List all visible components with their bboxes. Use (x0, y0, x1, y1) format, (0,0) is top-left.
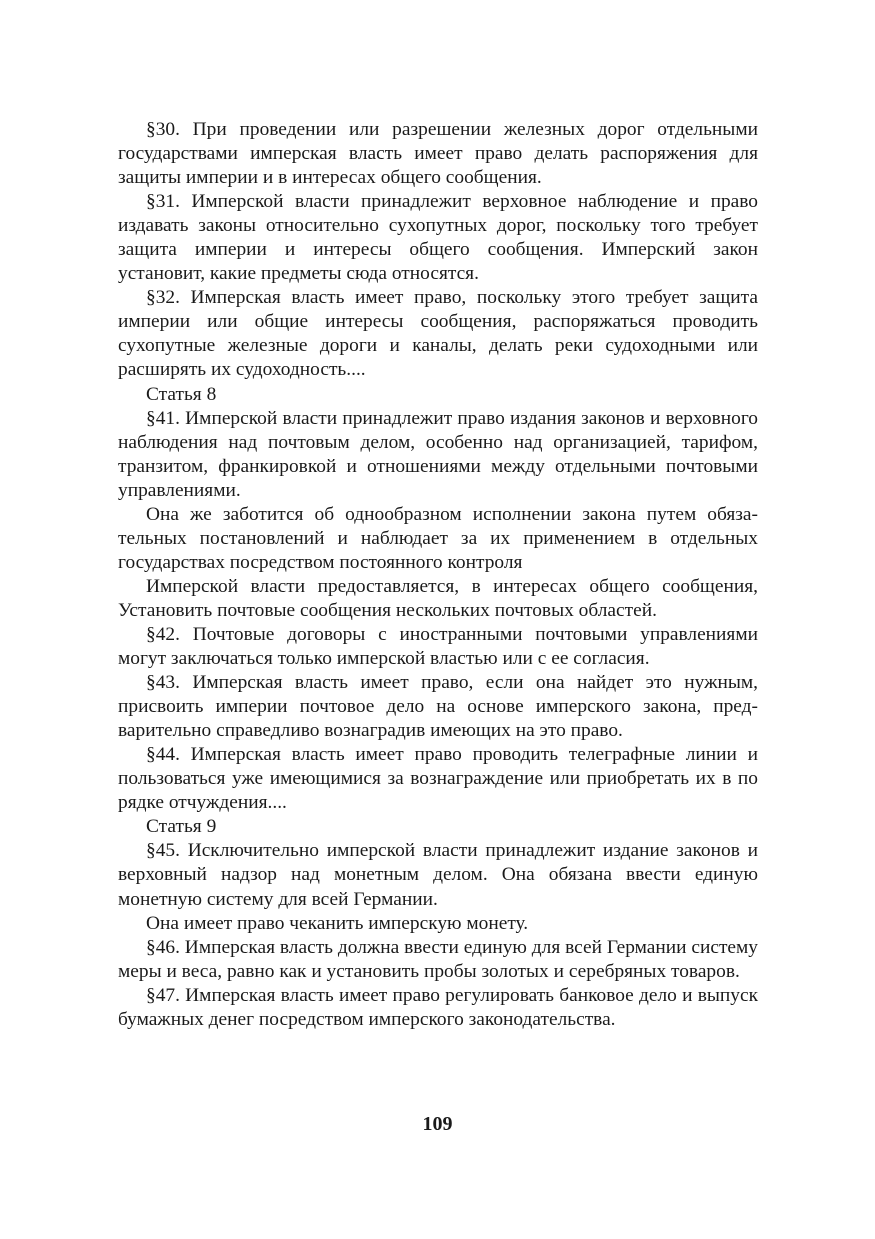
paragraph-41-postal-areas: Имперской власти предоставляется, в интересах общего сообщения, Установить почтовые сообщения нескольких почтовых областей. (118, 575, 758, 621)
article-8-heading: Статья 8 (146, 383, 217, 405)
paragraph-32: §32. Имперская власть имеет право, поскольку этого требует защита империи или общие интересы сообщения, распоряжаться проводить сухопутные железные дороги и каналы, делать реки судоходными или расширять их судоходность.... (118, 287, 758, 381)
paragraph-43: §43. Имперская власть имеет право, если она найдет это нужным, присвоить империи почтовое дело на основе имперского закона, предварительно справедливо вознаградив имеющих на это право. (118, 672, 758, 742)
paragraph-31: §31. Имперской власти принадлежит верховное наблюдение и право издавать законы относительно сухопутных дорог, поскольку того требует защита империи и интересы общего сообщения. Имперский закон установит, какие предметы сюда относятся. (118, 191, 758, 285)
body-text (118, 118, 758, 1032)
paragraph-46: §46. Имперская власть должна ввести единую для всей Германии систему меры и веса, равно как и установить пробы золотых и серебряных товаров. (118, 936, 758, 982)
paragraph-45-continued: Она имеет право чеканить имперскую монету. (146, 912, 529, 934)
paragraph-45: §45. Исключительно имперской власти принадлежит издание законов и верховный надзор над монетным делом. Она обязана ввести единую монетную систему для всей Германии. (118, 840, 758, 910)
paragraph-44: §44. Имперская власть имеет право проводить телеграфные линии и пользоваться уже имеющимися за вознаграждение или приобретать их в по рядке отчуждения.... (118, 744, 758, 814)
page-number: 109 (422, 1113, 453, 1135)
paragraph-41: §41. Имперской власти принадлежит право издания законов и верховного наблюдения над почтовым делом, особенно над организацией, тарифом, транзитом, франкировкой и отношениями между отдельными почтовыми управлениями. (118, 407, 758, 501)
paragraph-42: §42. Почтовые договоры с иностранными почтовыми управлениями могут заключаться только имперской властью или с ее согласия. (118, 623, 758, 670)
paragraph-41-continued: Она же заботится об однообразном исполнении закона путем обязательных постановлений и наблюдает за их применением в отдельных государствах посредством постоянного контроля (118, 503, 758, 573)
paragraph-30: §30. При проведении или разрешении железных дорог отдельными государствами имперская власть имеет право делать распоряжения для защиты империи и в интересах общего сообщения. (118, 119, 758, 189)
paragraph-47: §47. Имперская власть имеет право регулировать банковое дело и выпуск бумажных денег посредством имперского законодательства. (118, 984, 758, 1030)
article-9-heading: Статья 9 (146, 816, 217, 838)
